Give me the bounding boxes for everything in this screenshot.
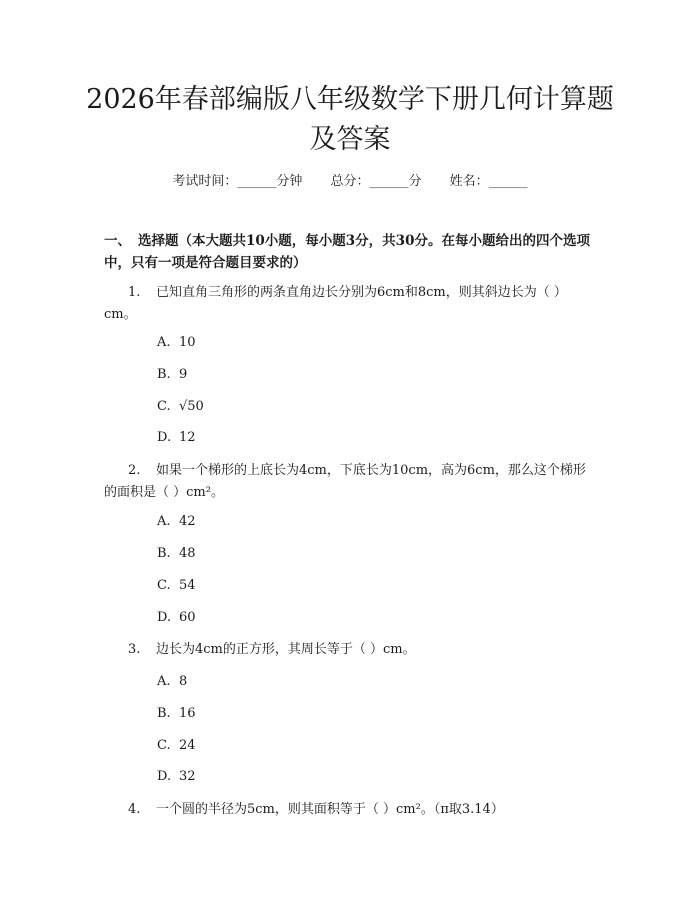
- student-name-field: 姓名：______: [449, 174, 528, 189]
- section-instructions: 选择题（本大题共10小题，每小题3分，共30分。在每小题给出的四个选项中，只有一项是符合题目要求的）: [104, 233, 590, 271]
- option-1b: B. 9: [157, 367, 188, 382]
- option-2a: A. 42: [157, 514, 196, 529]
- option-3b: B. 16: [157, 706, 196, 721]
- total-score-field: 总分：______分: [330, 174, 422, 189]
- question-1: [104, 282, 599, 326]
- question-number: 2.: [128, 463, 141, 478]
- option-2b: B. 48: [157, 546, 196, 561]
- question-text-line-1: 已知直角三角形的两条直角边长分别为6cm和8cm，则其斜边长为（ ）: [156, 285, 567, 300]
- option-3c: C. 24: [157, 738, 196, 753]
- question-number: 3.: [128, 642, 141, 657]
- option-2d: D. 60: [157, 610, 196, 625]
- option-1a: A. 10: [157, 335, 196, 350]
- section-heading: [104, 230, 599, 274]
- question-text-line-1: 一个圆的半径为5cm，则其面积等于（ ）cm²。（π取3.14）: [156, 802, 504, 817]
- question-text-line-2: 的面积是（ ）cm²。: [104, 485, 224, 500]
- exam-info-line: [0, 170, 700, 189]
- question-text-line-1: 边长为4cm的正方形，其周长等于（ ）cm。: [156, 642, 416, 657]
- option-1d: D. 12: [157, 430, 196, 445]
- question-3: [104, 639, 599, 661]
- option-3d: D. 32: [157, 769, 196, 784]
- title-line-1: 2026年春部编版八年级数学下册几何计算题: [86, 84, 614, 115]
- question-number: 1.: [128, 285, 141, 300]
- page-title: [60, 80, 640, 160]
- question-text-line-1: 如果一个梯形的上底长为4cm，下底长为10cm，高为6cm，那么这个梯形: [156, 463, 586, 478]
- exam-time-field: 考试时间：______分钟: [172, 174, 303, 189]
- question-number: 4.: [128, 802, 141, 817]
- question-2: [104, 460, 599, 504]
- option-2c: C. 54: [157, 578, 196, 593]
- section-number: 一、: [104, 233, 131, 249]
- question-text-line-2: cm。: [104, 307, 137, 322]
- question-4: [104, 799, 599, 821]
- option-1c: C. √50: [157, 399, 204, 414]
- title-line-2: 及答案: [309, 124, 391, 155]
- option-3a: A. 8: [157, 674, 188, 689]
